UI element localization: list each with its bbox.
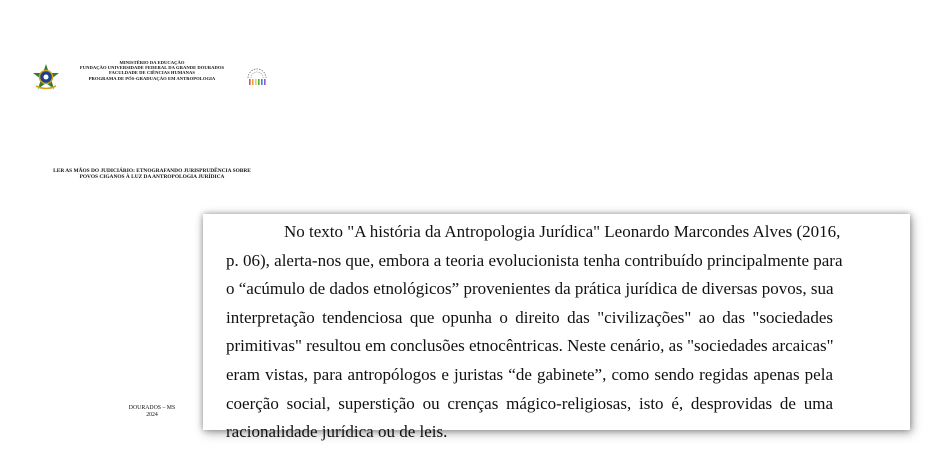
excerpt-line-7: coerção social, superstição ou crenças mágico-religiosas, isto é, desprovidas de uma — [226, 393, 833, 413]
document-title-line-2: POVOS CIGANOS À LUZ DA ANTROPOLOGIA JURÍDICA — [79, 174, 225, 181]
header-line-program: PROGRAMA DE PÓS-GRADUAÇÃO EM ANTROPOLOGIA — [88, 75, 216, 81]
excerpt-line-8: racionalidade jurídica ou de leis. — [226, 422, 448, 442]
excerpt-line-4: interpretação tendenciosa que opunha o direito das "civilizações" ao das "sociedades — [226, 307, 833, 327]
excerpt-line-1: No texto "A história da Antropologia Jurídica" Leonardo Marcondes Alves (2016, — [284, 222, 841, 241]
header-line-faculty: FACULDADE DE CIÊNCIAS HUMANAS — [109, 70, 195, 76]
footer-city: DOURADOS – MS — [128, 405, 176, 411]
excerpt-paragraph — [226, 218, 843, 447]
document-title-line-1: LER AS MÃOS DO JUDICIÁRIO: ETNOGRAFANDO JURISPRUDÊNCIA SOBRE — [53, 168, 251, 174]
institution-header-text — [68, 60, 236, 81]
document-title — [32, 168, 272, 180]
footer-location — [114, 405, 190, 418]
excerpt-line-3: o “acúmulo de dados etnológicos” provenientes da prática jurídica de diversas povos, sua — [226, 279, 834, 299]
excerpt-line-2: p. 06), alerta-nos que, embora a teoria evolucionista tenha contribuído principalmente para — [226, 250, 843, 270]
zoomed-excerpt-panel — [203, 214, 910, 442]
excerpt-line-5: primitivas" resultou em conclusões etnocêntricas. Neste cenário, as "sociedades arcaicas" — [226, 336, 834, 356]
header-line-university: FUNDAÇÃO UNIVERSIDADE FEDERAL DA GRANDE DOURADOS — [79, 65, 225, 71]
excerpt-line-6: eram vistas, para antropólogos e juristas “de gabinete”, como sendo regidas apenas pela — [226, 364, 833, 384]
header-line-ministry: MINISTÉRIO DA EDUCAÇÃO — [119, 60, 185, 65]
program-logo-icon — [245, 64, 269, 88]
footer-year: 2024 — [146, 411, 158, 418]
institution-header — [30, 60, 280, 92]
brazil-coat-of-arms-icon — [32, 63, 60, 91]
